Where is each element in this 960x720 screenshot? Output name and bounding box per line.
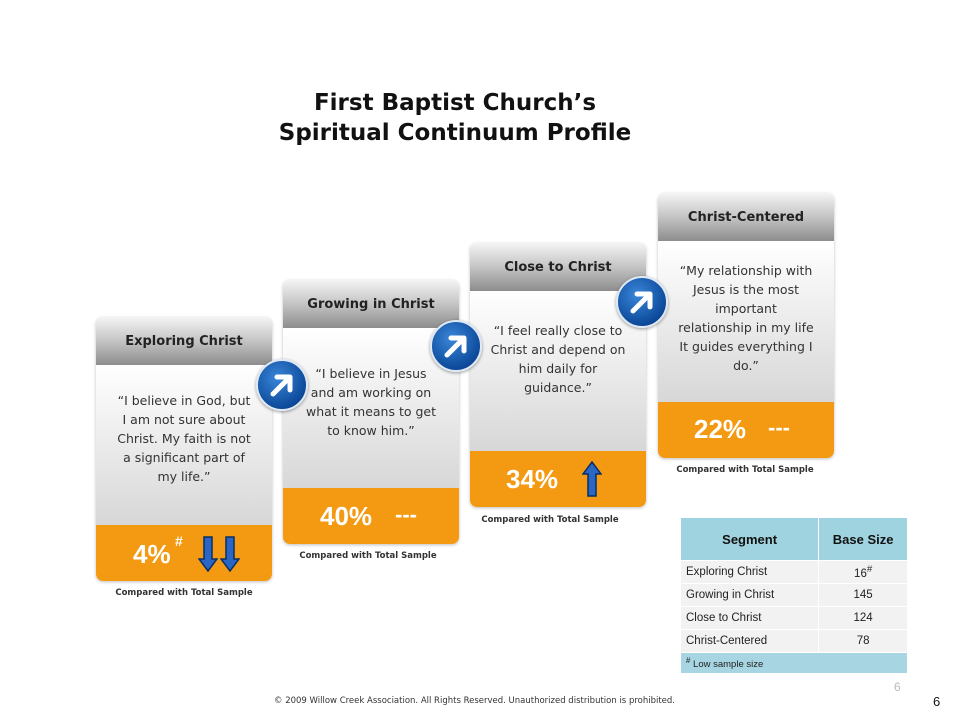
segment-cell: Growing in Christ xyxy=(681,584,819,607)
compared-note: Compared with Total Sample xyxy=(115,588,253,598)
base-size-cell: 145 xyxy=(819,584,908,607)
next-arrow-icon xyxy=(430,320,482,372)
stage-exploring-christ xyxy=(96,317,272,581)
stage-footer xyxy=(283,488,459,544)
low-sample-note xyxy=(681,653,908,674)
compared-note: Compared with Total Sample xyxy=(481,515,619,525)
stage-footer xyxy=(96,525,272,581)
stage-percent: 34% xyxy=(506,464,559,494)
stage-footer xyxy=(658,402,834,458)
table-row xyxy=(681,561,908,584)
stage-header: Growing in Christ xyxy=(283,280,459,328)
table-row xyxy=(681,607,908,630)
page-number-faint: 6 xyxy=(894,680,901,694)
stage-footer xyxy=(470,451,646,507)
segment-base-size-table xyxy=(680,517,908,674)
up-arrow-icon xyxy=(582,460,602,498)
base-size-cell: 124 xyxy=(819,607,908,630)
column-header-base-size: Base Size xyxy=(819,518,908,561)
next-arrow-icon xyxy=(256,359,308,411)
table-header-row xyxy=(681,518,908,561)
stage-header: Christ-Centered xyxy=(658,193,834,241)
base-size-cell: 78 xyxy=(819,630,908,653)
stage-quote xyxy=(96,365,272,525)
table-row xyxy=(681,584,908,607)
stage-growing-in-christ xyxy=(283,280,459,544)
down-arrow-icon xyxy=(198,535,218,573)
stage-quote xyxy=(658,241,834,402)
next-arrow-icon xyxy=(616,276,668,328)
copyright-footer: © 2009 Willow Creek Association. All Rights Reserved. Unauthorized distribution is prohibited. xyxy=(274,696,676,706)
no-change-indicator: --- xyxy=(768,415,790,440)
column-header-segment: Segment xyxy=(681,518,819,561)
low-sample-flag: # xyxy=(866,564,873,576)
quote-text: “I feel really close to Christ and depend on him daily for guidance.” xyxy=(490,323,626,395)
base-size-value: 16 xyxy=(854,567,867,580)
quote-text: “I believe in God, but I am not sure about Christ. My faith is not a significant part of my life.” xyxy=(117,393,251,484)
stage-percent: 40% xyxy=(320,501,373,531)
quote-text: “My relationship with Jesus is the most important relationship in my life It guides everything I do.” xyxy=(678,263,814,373)
stage-header: Exploring Christ xyxy=(96,317,272,365)
no-change-indicator: --- xyxy=(395,502,417,527)
note-symbol: # xyxy=(686,655,691,665)
segment-cell: Exploring Christ xyxy=(681,561,819,584)
base-size-cell xyxy=(819,561,908,584)
low-sample-flag: # xyxy=(175,533,183,549)
title-line-2: Spiritual Continuum Profile xyxy=(278,120,632,146)
stage-percent: 4% xyxy=(133,539,171,569)
stage-header: Close to Christ xyxy=(470,243,646,291)
quote-text: “I believe in Jesus and am working on what it means to get to know him.” xyxy=(305,366,436,438)
down-arrow-icon xyxy=(220,535,240,573)
compared-note: Compared with Total Sample xyxy=(676,465,814,475)
title-line-1: First Baptist Church’s xyxy=(313,90,597,116)
page-number: 6 xyxy=(933,694,941,709)
note-text: Low sample size xyxy=(693,659,764,671)
stage-percent: 22% xyxy=(694,414,747,444)
compared-note: Compared with Total Sample xyxy=(299,551,437,561)
segment-cell: Christ-Centered xyxy=(681,630,819,653)
table-row xyxy=(681,630,908,653)
table-note-row xyxy=(681,653,908,674)
stage-christ-centered xyxy=(658,193,834,458)
segment-cell: Close to Christ xyxy=(681,607,819,630)
